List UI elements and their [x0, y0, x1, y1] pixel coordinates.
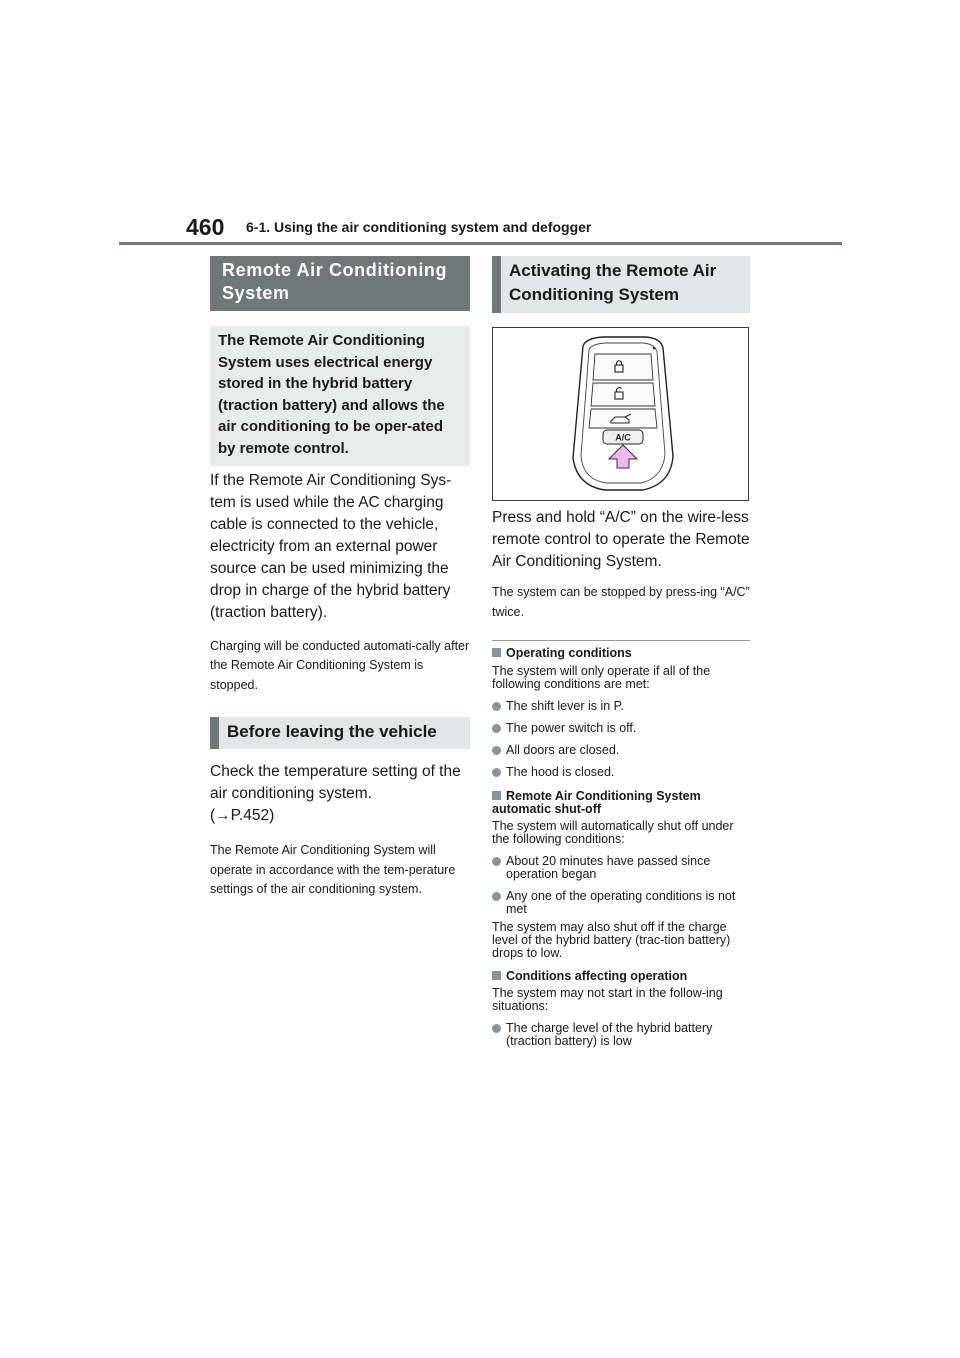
notes-divider [492, 640, 750, 641]
list-item: All doors are closed. [492, 744, 750, 757]
list-item: Any one of the operating conditions is not met [492, 890, 750, 916]
list-item: The charge level of the hybrid battery (traction battery) is low [492, 1022, 750, 1048]
note-automatic-shutoff [492, 790, 750, 960]
body-text: Check the temperature setting of the air conditioning system. [210, 763, 461, 803]
list-item: The shift lever is in P. [492, 700, 750, 713]
note-title: Conditions affecting operation [492, 970, 750, 983]
body-note: The Remote Air Conditioning System will operate in accordance with the tem-perature settings of the air conditioning system. [210, 843, 456, 897]
chapter-title: 6-1. Using the air conditioning system and defogger [246, 219, 592, 235]
right-column [492, 256, 750, 1048]
section-heading-remote-ac: Remote Air Conditioning System [210, 256, 470, 311]
header-rule [119, 242, 842, 245]
note-operating-conditions [492, 647, 750, 779]
list-item: The hood is closed. [492, 766, 750, 779]
body-note: The system can be stopped by press-ing “A/C” twice. [492, 585, 750, 619]
note-text: The system will only operate if all of the following conditions are met: [492, 664, 711, 691]
note-title: Operating conditions [492, 647, 750, 660]
remote-key-illustration [493, 328, 748, 500]
left-column [210, 256, 470, 900]
section-heading-before-leaving: Before leaving the vehicle [210, 717, 470, 749]
note-text: The system may not start in the follow-ing situations: [492, 986, 723, 1013]
body-paragraph [210, 761, 470, 827]
note-title: Remote Air Conditioning System automatic shut-off [492, 789, 701, 816]
body-note: Charging will be conducted automati-cally after the Remote Air Conditioning System is stopped. [210, 638, 470, 692]
ac-button-label: A/C [615, 432, 631, 443]
remote-key-figure [492, 327, 749, 501]
body-paragraph: Press and hold “A/C” on the wire-less remote control to operate the Remote Air Conditioning System. [492, 509, 750, 570]
note-conditions-affecting [492, 970, 750, 1048]
list-item: About 20 minutes have passed since operation began [492, 855, 750, 881]
list-item: The power switch is off. [492, 722, 750, 735]
page-reference-link[interactable]: (→P.452) [210, 807, 275, 825]
section-summary: The Remote Air Conditioning System uses electrical energy stored in the hybrid battery (traction battery) and allows the air conditioning to be oper-ated by remote control. [210, 326, 470, 466]
note-text: The system will automatically shut off under the following conditions: [492, 819, 734, 846]
section-heading-activating: Activating the Remote Air Conditioning System [492, 256, 750, 313]
page-number: 460 [186, 214, 225, 240]
body-paragraph: If the Remote Air Conditioning Sys-tem is used while the AC charging cable is connected to the vehicle, electricity from an external power source can be used minimizing the drop in charge of the hybrid battery (traction battery). [210, 471, 452, 621]
note-text: The system may also shut off if the charge level of the hybrid battery (trac-tion battery) drops to low. [492, 920, 731, 960]
